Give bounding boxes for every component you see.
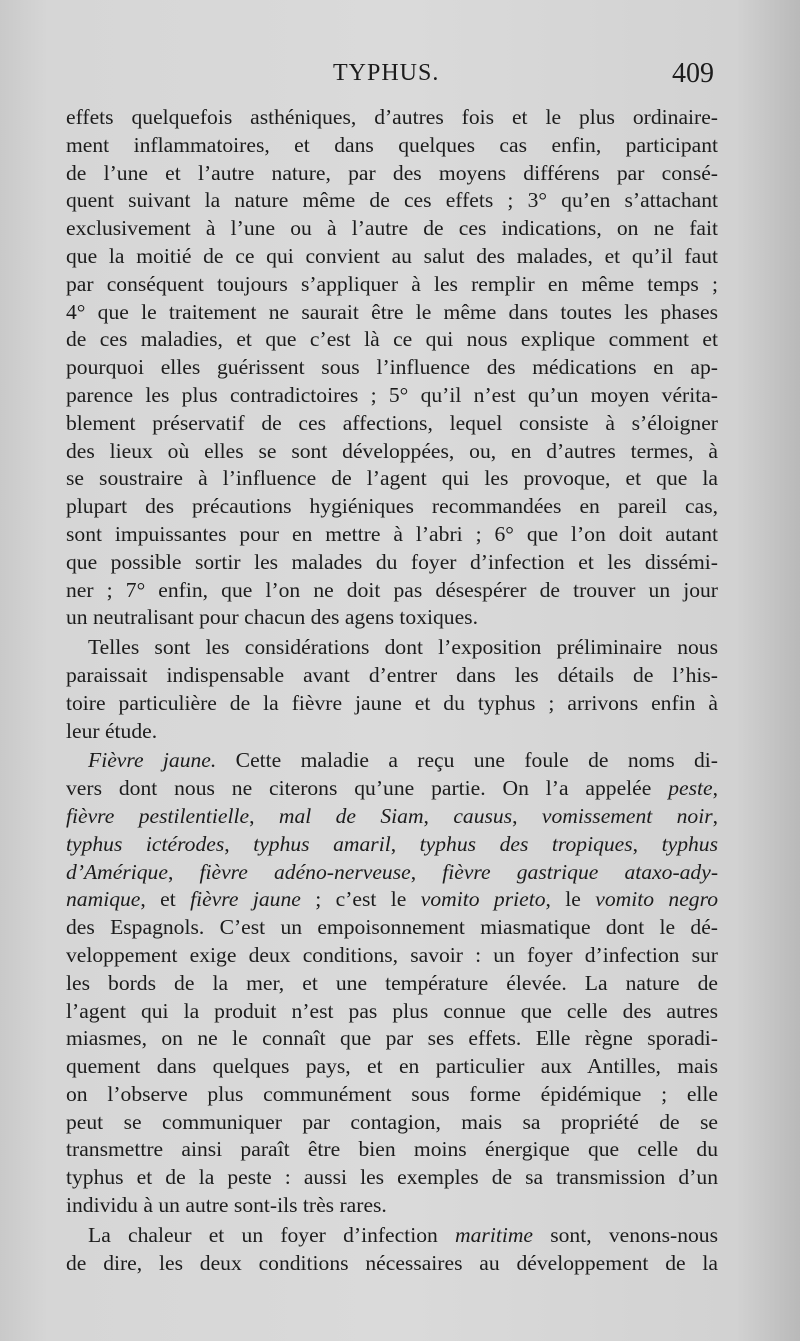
text-run: quement dans quelques pays, et en particulier aux Antilles, mais bbox=[66, 1054, 718, 1079]
text-run: , et bbox=[140, 887, 191, 912]
text-run: , bbox=[712, 776, 718, 801]
italic-run: vomito negro bbox=[595, 887, 718, 912]
text-run: effets quelquefois asthéniques, d’autres fois et le plus ordinaire- bbox=[66, 105, 718, 129]
text-run: , bbox=[249, 803, 279, 828]
page-number: 409 bbox=[672, 58, 714, 89]
italic-run: fièvre gastrique ataxo-ady- bbox=[442, 859, 719, 884]
text-run: veloppement exige deux conditions, savoir : un foyer d’infection sur bbox=[66, 942, 718, 967]
text-run: on l’observe plus communément sous forme épidémique ; elle bbox=[66, 1081, 718, 1106]
text-run: , le bbox=[545, 887, 596, 912]
text-line bbox=[66, 1164, 718, 1192]
text-run: de l’une et l’autre nature, par des moyens différens par consé- bbox=[66, 160, 718, 185]
text-run: , bbox=[632, 831, 662, 856]
text-run: de ces maladies, et que c’est là ce qui nous explique comment et bbox=[66, 327, 718, 352]
text-line bbox=[66, 886, 718, 914]
italic-run: typhus bbox=[661, 831, 718, 856]
text-run: typhus et de la peste : aussi les exemples de sa transmission d’un bbox=[66, 1165, 718, 1190]
text-line bbox=[66, 160, 718, 188]
text-run: , bbox=[712, 803, 719, 828]
text-line bbox=[66, 104, 718, 132]
text-run: La chaleur et un foyer d’infection bbox=[88, 1222, 456, 1247]
text-run: les bords de la mer, et une température élevée. La nature de bbox=[66, 970, 718, 995]
text-line bbox=[66, 132, 718, 160]
text-run: exclusivement à l’une ou à l’autre de ces indications, on ne fait bbox=[66, 216, 718, 241]
text-line bbox=[66, 998, 718, 1026]
text-run: vers dont nous ne citerons qu’une partie. On l’a appelée bbox=[66, 776, 669, 801]
text-run: ner ; 7° enfin, que l’on ne doit pas désespérer de trouver un jour bbox=[66, 577, 718, 602]
text-line bbox=[66, 718, 718, 746]
paragraph bbox=[66, 1222, 718, 1278]
text-run: l’agent qui la produit n’est pas plus connue que celle des autres bbox=[66, 998, 718, 1023]
text-line bbox=[66, 1025, 718, 1053]
text-line bbox=[66, 465, 718, 493]
text-line bbox=[66, 299, 718, 327]
text-line bbox=[66, 410, 718, 438]
text-line bbox=[66, 549, 718, 577]
text-line bbox=[66, 187, 718, 215]
text-line bbox=[66, 747, 718, 775]
text-run: , bbox=[167, 859, 200, 884]
text-run: individu à un autre sont-ils très rares. bbox=[66, 1193, 387, 1218]
italic-run: fièvre jaune bbox=[190, 887, 301, 912]
text-run: se soustraire à l’influence de l’agent qui les provoque, et que la bbox=[66, 466, 718, 491]
text-line bbox=[66, 970, 718, 998]
text-run: , bbox=[390, 831, 420, 856]
italic-run: typhus des tropiques bbox=[419, 831, 633, 856]
text-line bbox=[66, 1109, 718, 1137]
text-run: que la moitié de ce qui convient au salut des malades, et qu’il faut bbox=[66, 243, 718, 268]
italic-run: fièvre adéno-nerveuse bbox=[199, 859, 411, 884]
text-run: que possible sortir les malades du foyer d’infection et les dissémi- bbox=[66, 549, 718, 574]
italic-run: peste bbox=[668, 776, 713, 801]
text-run: quent suivant la nature même de ces effets ; 3° qu’en s’attachant bbox=[66, 188, 718, 213]
text-line bbox=[66, 1250, 718, 1278]
text-run: par conséquent toujours s’appliquer à les remplir en même temps ; bbox=[66, 271, 718, 296]
text-run: plupart des précautions hygiéniques recommandées en pareil cas, bbox=[66, 494, 718, 519]
text-run: Cette maladie a reçu une foule de noms di- bbox=[216, 748, 718, 773]
text-run: sont impuissantes pour en mettre à l’abri ; 6° que l’on doit autant bbox=[66, 521, 718, 546]
body-text bbox=[66, 104, 718, 1277]
text-run: de dire, les deux conditions nécessaires au développement de la bbox=[66, 1250, 718, 1275]
text-line bbox=[66, 803, 718, 831]
text-run: , bbox=[410, 859, 443, 884]
text-line bbox=[66, 1053, 718, 1081]
text-line bbox=[66, 775, 718, 803]
running-title: TYPHUS. bbox=[333, 60, 440, 86]
text-line bbox=[66, 1136, 718, 1164]
text-line bbox=[66, 354, 718, 382]
text-line bbox=[66, 634, 718, 662]
italic-run: d’Amérique bbox=[66, 859, 168, 884]
text-line bbox=[66, 1081, 718, 1109]
text-line bbox=[66, 326, 718, 354]
text-line bbox=[66, 1222, 718, 1250]
text-run: peut se communiquer par contagion, mais sa propriété de se bbox=[66, 1109, 718, 1134]
italic-run: causus bbox=[453, 803, 513, 828]
text-run: , bbox=[423, 803, 454, 828]
text-line bbox=[66, 243, 718, 271]
text-run: des Espagnols. C’est un empoisonnement miasmatique dont le dé- bbox=[66, 915, 718, 940]
text-line bbox=[66, 662, 718, 690]
text-run: toire particulière de la fièvre jaune et du typhus ; arrivons enfin à bbox=[66, 690, 718, 715]
text-line bbox=[66, 438, 718, 466]
text-run: parence les plus contradictoires ; 5° qu’il n’est qu’un moyen vérita- bbox=[66, 382, 718, 407]
italic-run: namique bbox=[66, 887, 141, 912]
text-line bbox=[66, 1192, 718, 1220]
paragraph bbox=[66, 634, 718, 745]
text-run: Telles sont les considérations dont l’exposition préliminaire nous bbox=[88, 635, 718, 660]
text-run: miasmes, on ne le connaît que par ses effets. Elle règne sporadi- bbox=[66, 1026, 718, 1051]
text-run: , bbox=[224, 831, 254, 856]
text-line bbox=[66, 271, 718, 299]
text-line bbox=[66, 690, 718, 718]
italic-run: mal de Siam bbox=[278, 803, 424, 828]
text-line bbox=[66, 577, 718, 605]
text-line bbox=[66, 493, 718, 521]
text-line bbox=[66, 521, 718, 549]
text-run: leur étude. bbox=[66, 718, 158, 743]
text-line bbox=[66, 382, 718, 410]
running-head bbox=[0, 60, 800, 96]
text-run: ment inflammatoires, et dans quelques cas enfin, participant bbox=[66, 132, 718, 157]
italic-run: typhus amaril bbox=[253, 831, 391, 856]
text-line bbox=[66, 831, 718, 859]
text-run: 4° que le traitement ne saurait être le même dans toutes les phases bbox=[66, 299, 718, 324]
text-line bbox=[66, 914, 718, 942]
italic-run: vomissement noir bbox=[541, 803, 713, 828]
italic-run: maritime bbox=[455, 1222, 534, 1247]
text-line bbox=[66, 604, 718, 632]
text-run: ; c’est le bbox=[300, 887, 421, 912]
text-run: des lieux où elles se sont développées, ou, en d’autres termes, à bbox=[66, 438, 718, 463]
text-run: , bbox=[512, 803, 542, 828]
text-run: sont, venons-nous bbox=[533, 1222, 718, 1247]
text-run: transmettre ainsi paraît être bien moins énergique que celle du bbox=[66, 1137, 718, 1162]
italic-run: fièvre pestilentielle bbox=[66, 803, 250, 828]
text-line bbox=[66, 215, 718, 243]
text-line bbox=[66, 859, 718, 887]
paragraph bbox=[66, 747, 718, 1220]
italic-run: vomito prieto bbox=[420, 887, 546, 912]
italic-run: typhus ictérodes bbox=[66, 831, 225, 856]
text-run: un neutralisant pour chacun des agens toxiques. bbox=[66, 605, 478, 630]
text-run: paraissait indispensable avant d’entrer dans les détails de l’his- bbox=[66, 662, 718, 687]
italic-run: Fièvre jaune. bbox=[88, 748, 217, 773]
text-run: pourquoi elles guérissent sous l’influence des médications en ap- bbox=[66, 355, 718, 380]
paragraph bbox=[66, 104, 718, 632]
text-run: blement préservatif de ces affections, lequel consiste à s’éloigner bbox=[66, 410, 718, 435]
text-line bbox=[66, 942, 718, 970]
